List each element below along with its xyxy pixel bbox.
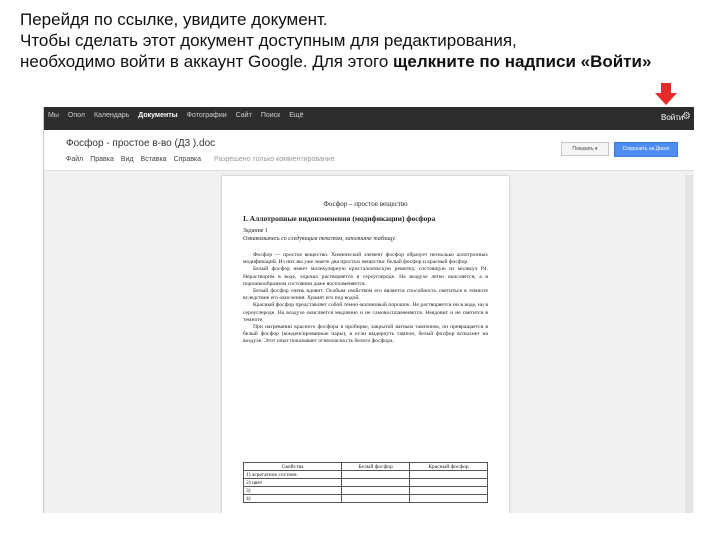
properties-table [243, 462, 488, 503]
header-divider [44, 170, 694, 171]
google-bar [44, 107, 694, 130]
table-cell: 4) [244, 495, 342, 503]
instruction-line-2: Чтобы сделать этот документ доступным для редактирования, [20, 31, 517, 50]
task-label: Задание 1 [243, 228, 268, 234]
save-to-drive-button[interactable] [614, 142, 678, 157]
view-button-label: Показать [572, 146, 594, 152]
nav-link[interactable]: Поиск [260, 112, 281, 119]
doc-header [44, 130, 694, 170]
paragraph: При нагревании красного фосфора в пробирке, закрытой ватным тампоном, он превращается в белый фосфор (конденсированные пары), и если выдернуть тампон, белый фосфор вспыхнет на воздухе. Этот опыт показывает огнеопасность белого фосфора. [243, 324, 488, 345]
instruction-emphasis: щелкните по надписи «Войти» [393, 52, 652, 71]
table-header: Белый фосфор [342, 463, 410, 471]
google-nav-links [48, 112, 304, 119]
table-cell: 2) цвет [244, 479, 342, 487]
nav-link-documents[interactable]: Документы [138, 112, 178, 119]
table-header-row [244, 463, 488, 471]
table-cell: 1) агрегатное состоян. [244, 471, 342, 479]
paragraph: Белый фосфор имеет молекулярную кристаллическую решетку, состоящую из молекул P4. Нерастворим в воде, хорошо растворяется в сероуглероде. На воздухе легко окисляется, а в порошкообразном состоянии даже воспламеняется. [243, 266, 488, 287]
menu-help[interactable]: Справка [173, 156, 202, 163]
page-body [243, 252, 488, 346]
nav-link[interactable]: Фотографии [186, 112, 227, 119]
table-cell: 3) [244, 487, 342, 495]
page-title: Фосфор – простое вещество [323, 200, 408, 208]
table-row [244, 471, 488, 479]
paragraph: Красный фосфор представляет собой темно-малиновый порошок. Не растворяется ни в воде, ни в сероуглероде. На воздухе окисляется медленно и не самовоспламеняется. Неядовит и не светится в темноте. [243, 302, 488, 323]
instruction-text [20, 9, 710, 72]
instruction-line-3-text: необходимо войти в аккаунт Google. Для этого [20, 52, 394, 71]
instruction-line-1: Перейдя по ссылке, увидите документ. [20, 10, 328, 29]
menu-edit[interactable]: Правка [90, 156, 114, 163]
nav-link-more[interactable]: Ещё [289, 112, 304, 119]
nav-link[interactable]: Сайт [235, 112, 252, 119]
menu-view[interactable]: Вид [120, 156, 134, 163]
doc-title: Фосфор - простое в-во (Д3 ).doc [66, 138, 216, 149]
save-button-label: Сохранить на Диске [622, 146, 670, 152]
table-header: Красный фосфор [409, 463, 487, 471]
nav-link[interactable]: Опол [67, 112, 85, 119]
view-dropdown-button[interactable]: Показать ▾ [561, 142, 609, 156]
instruction-line-3 [20, 51, 710, 72]
nav-link[interactable]: Календарь [93, 112, 130, 119]
task-text: Ознакомьтесь со следующим текстом, заполните таблицу. [243, 236, 397, 242]
nav-link[interactable]: Мы [48, 112, 59, 119]
menu-insert[interactable]: Вставка [140, 156, 167, 163]
table-row [244, 495, 488, 503]
paragraph: Фосфор — простое вещество. Химический элемент фосфор образует несколько аллотропных модификаций. Из них вы уже знаете два простых вещества: белый фосфор и красный фосфор. [243, 252, 488, 266]
table-row [244, 479, 488, 487]
menu-file[interactable]: Файл [66, 156, 84, 163]
table-row [244, 487, 488, 495]
comment-only-hint: Разрешено только комментирование [214, 156, 335, 163]
gear-icon[interactable]: ⚙ [682, 111, 691, 122]
menu-bar [66, 156, 335, 163]
paragraph: Белый фосфор очень ядовит. Особым свойством его является способность светиться в темноте вследствие его окисления. Хранят его под водой. [243, 288, 488, 302]
browser-screenshot [43, 107, 694, 513]
page-heading: I. Аллотропные видоизменения (модификации) фосфора [243, 214, 436, 223]
vertical-scrollbar[interactable] [685, 175, 693, 513]
login-link[interactable]: Войти [661, 113, 684, 122]
table-header: Свойства [244, 463, 342, 471]
arrow-down-icon [655, 83, 677, 105]
document-page [222, 176, 509, 513]
